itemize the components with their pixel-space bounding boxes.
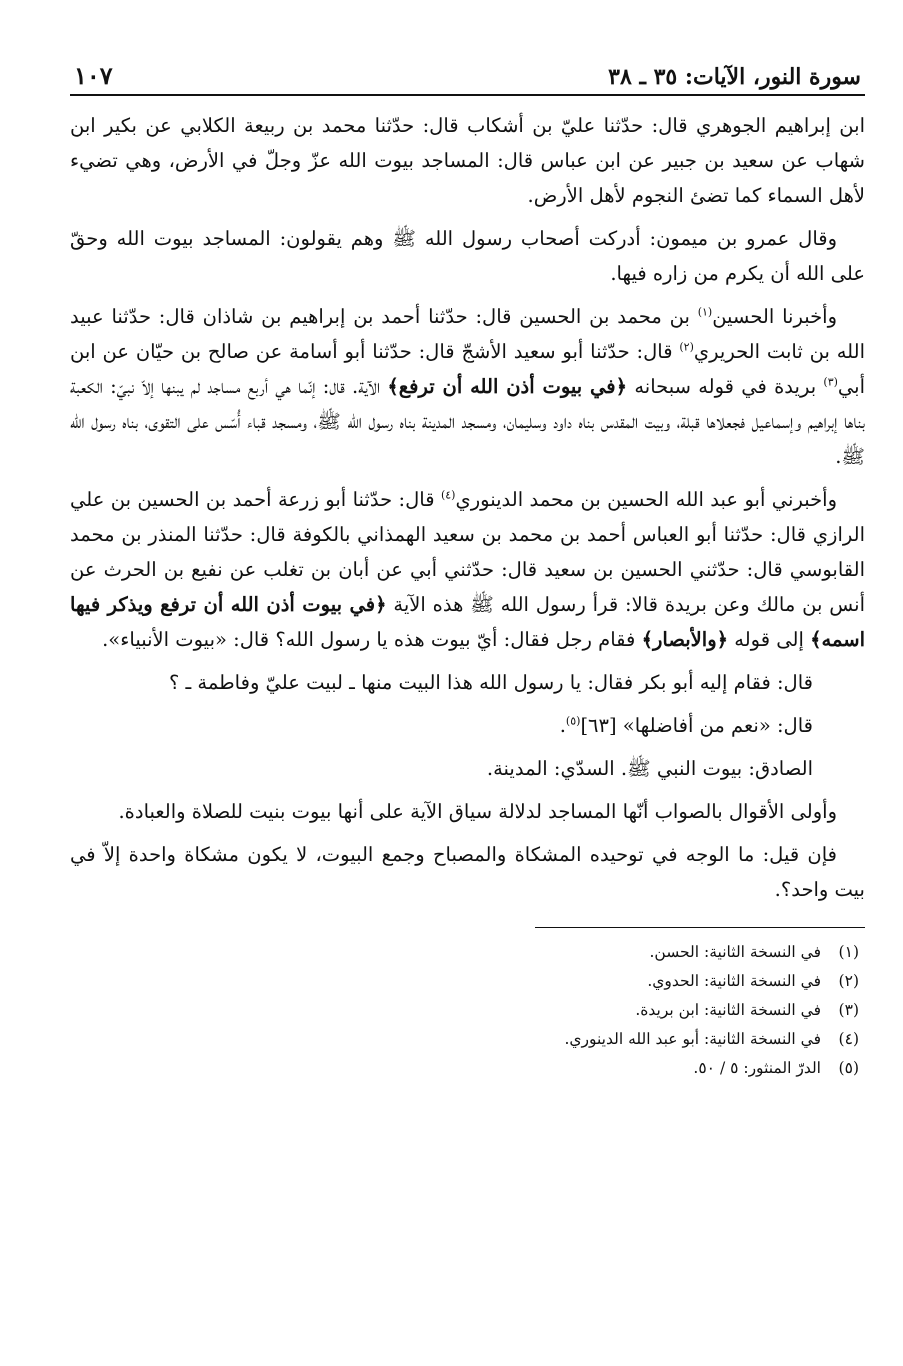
paragraph bbox=[70, 708, 865, 743]
text-segment: . bbox=[559, 714, 566, 737]
quran-verse: ﴿في بيوت أذن الله أن ترفع ويذكر فيها اسمه﴾ bbox=[70, 593, 865, 651]
footnote-reference: (٤) bbox=[440, 488, 456, 502]
text-segment: وقال عمرو بن ميمون: أدركت أصحاب رسول الله ﷺ وهم يقولون: المساجد بيوت الله وحقّ على الله أن يكرم من زاره فيها. bbox=[70, 227, 865, 285]
footnote-text: في النسخة الثانية: ابن بريدة. bbox=[635, 1001, 821, 1019]
page-number: ١٠٧ bbox=[74, 61, 113, 90]
footnote-text: في النسخة الثانية: الحدوي. bbox=[647, 972, 821, 990]
text-segment: فإن قيل: ما الوجه في توحيده المشكاة والمصباح وجمع البيوت، لا يكون مشكاة واحدة إلاّ في بيت واحد؟. bbox=[70, 843, 865, 901]
footnote-number: (٣) bbox=[838, 1001, 859, 1019]
text-segment: قال: حدّثنا أبو سعيد الأشجّ قال: حدّثنا أبو أسامة عن صالح بن حيّان عن ابن أبي bbox=[70, 340, 866, 398]
paragraph bbox=[70, 751, 865, 786]
quran-verse: ﴿والأبصار﴾ bbox=[641, 628, 729, 651]
text-segment: وأولى الأقوال بالصواب أنّها المساجد لدلالة سياق الآية على أنها بيوت بنيت للصلاة والعبادة. bbox=[118, 800, 837, 823]
text-segment: فقام رجل فقال: أيّ بيوت هذه يا رسول الله؟ قال: «بيوت الأنبياء». bbox=[102, 628, 642, 651]
text-segment: قال: حدّثنا أبو زرعة أحمد بن الحسين بن علي الرازي قال: حدّثنا أبو العباس أحمد بن محمد بن سعيد الهمذاني بالكوفة قال: حدّثنا المنذر بن محمد القابوسي قال: حدّثني الحسين بن سعيد قال: حدّثني أبي عن أبان بن تغلب عن نفيع بن الحرث عن أنس بن مالك وعن بريدة قالا: قرأ رسول الله ﷺ هذه الآية bbox=[70, 488, 865, 616]
footnote-text: في النسخة الثانية: الحسن. bbox=[649, 943, 821, 961]
header-divider bbox=[70, 94, 865, 96]
text-segment: بريدة في قوله سبحانه bbox=[627, 375, 824, 398]
footnotes bbox=[70, 938, 865, 1083]
running-header bbox=[70, 54, 865, 90]
paragraph bbox=[70, 221, 865, 291]
quran-verse: ﴿في بيوت أذن الله أن ترفع﴾ bbox=[387, 375, 628, 398]
paragraph bbox=[70, 299, 865, 474]
paragraph bbox=[70, 837, 865, 907]
paragraph bbox=[70, 108, 865, 213]
paragraph bbox=[70, 794, 865, 829]
text-segment: إلى قوله bbox=[728, 628, 811, 651]
text-segment: بن محمد بن الحسين قال: حدّثنا أحمد بن إبراهيم بن شاذان قال: حدّثنا عبيد الله بن ثابت الحريري bbox=[70, 305, 865, 363]
text-segment: وأخبرنا الحسين bbox=[712, 305, 837, 328]
book-page bbox=[70, 54, 865, 1346]
main-text bbox=[70, 108, 865, 907]
footnote-reference: (١) bbox=[697, 305, 713, 319]
paragraph bbox=[70, 482, 865, 657]
text-segment: الآية. قال: إنّما هي أربع مساجد لم يبنها إلاّ نبيّ: الكعبة بناها إبراهيم وإسماعيل فجعلاها قبلة، وبيت المقدس بناه داود وسليمان، ومسجد المدينة بناه رسول الله ﷺ، ومسجد قباء أُسّس على التقوى، بناه رسول الله ﷺ. bbox=[70, 375, 865, 468]
footnote-reference: (٣) bbox=[823, 375, 838, 389]
footnote-reference: (٥) bbox=[565, 714, 581, 728]
footnote bbox=[70, 938, 859, 967]
text-segment: قال: فقام إليه أبو بكر فقال: يا رسول الله هذا البيت منها ـ لبيت عليّ وفاطمة ـ ؟ bbox=[168, 671, 813, 694]
running-title: سورة النور، الآيات: ٣٥ ـ ٣٨ bbox=[608, 64, 861, 90]
footnote-text: الدرّ المنثور: ٥ / ٥٠. bbox=[693, 1059, 821, 1077]
text-segment: الصادق: بيوت النبي ﷺ. السدّي: المدينة. bbox=[486, 757, 813, 780]
footnote bbox=[70, 996, 859, 1025]
footnote-number: (١) bbox=[838, 943, 859, 961]
text-segment: ابن إبراهيم الجوهري قال: حدّثنا عليّ بن أشكاب قال: حدّثنا محمد بن ربيعة الكلابي عن بكير ابن شهاب عن سعيد بن جبير عن ابن عباس قال: المساجد بيوت الله عزّ وجلّ في الأرض، وهي تضيء لأهل السماء كما تضئ النجوم لأهل الأرض. bbox=[70, 114, 865, 207]
footnote bbox=[70, 1025, 859, 1054]
paragraph bbox=[70, 665, 865, 700]
footnote-number: (٥) bbox=[838, 1059, 859, 1077]
footnote bbox=[70, 1054, 859, 1083]
footnote-divider bbox=[535, 927, 865, 928]
footnote-reference: (٢) bbox=[679, 340, 694, 354]
text-segment: قال: «نعم من أفاضلها» [٦٣] bbox=[580, 714, 813, 737]
footnote-number: (٤) bbox=[838, 1030, 859, 1048]
footnote bbox=[70, 967, 859, 996]
footnote-number: (٢) bbox=[838, 972, 859, 990]
footnote-text: في النسخة الثانية: أبو عبد الله الدينوري. bbox=[564, 1030, 821, 1048]
text-segment: وأخبرني أبو عبد الله الحسين بن محمد الدينوري bbox=[455, 488, 837, 511]
